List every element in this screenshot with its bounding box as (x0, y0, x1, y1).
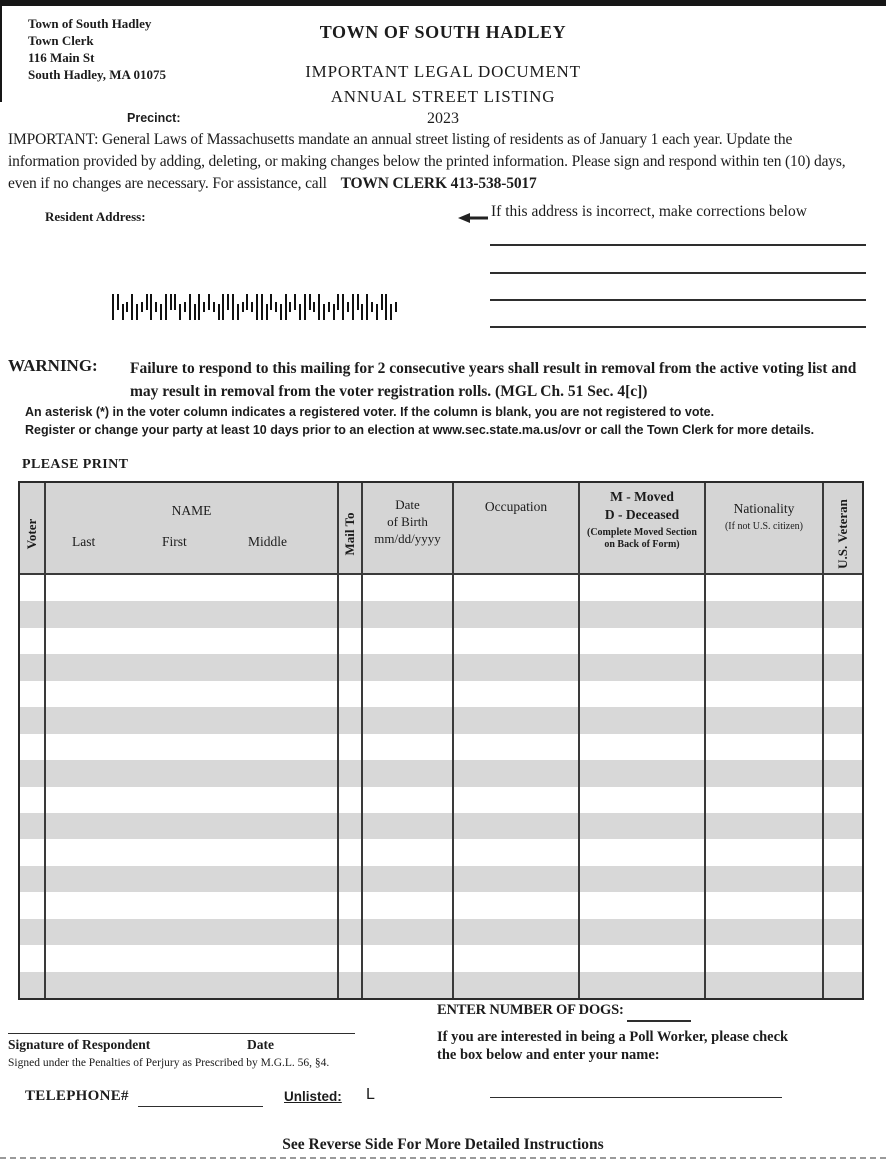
table-cell[interactable] (580, 707, 706, 733)
form-subtitle-legal: IMPORTANT LEGAL DOCUMENT (305, 62, 581, 81)
voter-header-label: Voter (24, 519, 39, 550)
form-title: TOWN OF SOUTH HADLEY (319, 22, 567, 42)
name-first-label: First (162, 534, 187, 549)
barcode-bar (184, 302, 186, 312)
barcode-bar (126, 302, 128, 312)
table-cell[interactable] (46, 707, 339, 733)
barcode-bar (237, 304, 239, 320)
page-top-border (0, 0, 886, 6)
barcode-bar (395, 302, 397, 312)
barcode-bar (347, 302, 349, 312)
table-cell[interactable] (339, 839, 363, 865)
barcode-bar (203, 302, 205, 312)
barcode-bar (313, 302, 315, 312)
table-row (20, 892, 862, 918)
voter-asterisk-note-line1: An asterisk (*) in the voter column indicates a registered voter. If the column is blank, you are not registered to vote. (25, 405, 715, 419)
table-cell[interactable] (46, 839, 339, 865)
table-cell[interactable] (580, 813, 706, 839)
signature-label: Signature of Respondent (8, 1037, 151, 1052)
table-cell[interactable] (46, 972, 339, 998)
table-cell[interactable] (706, 654, 824, 680)
table-row (20, 654, 862, 680)
table-cell[interactable] (46, 681, 339, 707)
nationality-header-label: Nationality (733, 501, 795, 516)
barcode-bar (141, 302, 143, 312)
table-cell[interactable] (363, 681, 454, 707)
table-cell[interactable] (454, 945, 580, 971)
table-cell[interactable] (580, 601, 706, 627)
barcode-bar (270, 294, 272, 310)
footer-instructions-note: See Reverse Side For More Detailed Instructions (282, 1136, 604, 1153)
form-subtitle-listing: ANNUAL STREET LISTING (330, 87, 556, 106)
table-cell[interactable] (46, 760, 339, 786)
return-address-line: South Hadley, MA 01075 (28, 67, 166, 82)
table-cell[interactable] (580, 654, 706, 680)
barcode-bar (150, 294, 152, 320)
table-cell[interactable] (454, 628, 580, 654)
table-row (20, 707, 862, 733)
barcode-bar (304, 294, 306, 320)
barcode-bar (280, 304, 282, 320)
table-cell[interactable] (339, 866, 363, 892)
unlisted-label: Unlisted: (284, 1089, 342, 1104)
table-cell[interactable] (363, 601, 454, 627)
table-cell[interactable] (20, 654, 46, 680)
barcode-bar (165, 294, 167, 320)
table-cell[interactable] (46, 575, 339, 601)
table-cell[interactable] (20, 787, 46, 813)
status-header-line1: M - Moved (610, 489, 674, 504)
table-cell[interactable] (454, 866, 580, 892)
table-cell[interactable] (706, 734, 824, 760)
table-cell[interactable] (706, 813, 824, 839)
intelligent-mail-barcode (112, 294, 404, 320)
warning-label: WARNING: (8, 356, 98, 375)
table-cell[interactable] (580, 866, 706, 892)
table-cell[interactable] (339, 892, 363, 918)
table-cell[interactable] (454, 707, 580, 733)
barcode-bar (170, 294, 172, 310)
table-cell[interactable] (580, 734, 706, 760)
table-cell[interactable] (363, 839, 454, 865)
table-cell[interactable] (339, 681, 363, 707)
address-correction-line[interactable] (490, 326, 866, 328)
table-cell[interactable] (46, 813, 339, 839)
table-cell[interactable] (706, 866, 824, 892)
table-cell[interactable] (824, 813, 862, 839)
table-cell[interactable] (824, 681, 862, 707)
table-row (20, 601, 862, 627)
table-cell[interactable] (20, 813, 46, 839)
barcode-bar (256, 294, 258, 320)
table-cell[interactable] (454, 681, 580, 707)
status-header-line4: on Back of Form) (604, 539, 680, 550)
table-row (20, 839, 862, 865)
barcode-bar (136, 304, 138, 320)
barcode-bar (131, 294, 133, 320)
status-header-line3: (Complete Moved Section (587, 527, 697, 538)
table-cell[interactable] (20, 892, 46, 918)
nationality-header-note: (If not U.S. citizen) (724, 521, 804, 532)
dogs-count-label: ENTER NUMBER OF DOGS: (437, 1002, 624, 1018)
table-row (20, 972, 862, 998)
table-cell[interactable] (706, 707, 824, 733)
table-cell[interactable] (46, 601, 339, 627)
table-cell[interactable] (20, 945, 46, 971)
table-cell[interactable] (824, 892, 862, 918)
table-row (20, 866, 862, 892)
barcode-bar (381, 294, 383, 310)
table-cell[interactable] (824, 945, 862, 971)
barcode-bar (218, 304, 220, 320)
table-cell[interactable] (706, 945, 824, 971)
dob-header-line1: Date (395, 497, 420, 512)
barcode-bar (146, 294, 148, 310)
table-cell[interactable] (339, 787, 363, 813)
barcode-bar (208, 294, 210, 310)
precinct-label: Precinct: (127, 111, 181, 125)
table-cell[interactable] (20, 734, 46, 760)
table-cell[interactable] (363, 654, 454, 680)
barcode-bar (285, 294, 287, 320)
barcode-bar (246, 294, 248, 310)
table-cell[interactable] (454, 601, 580, 627)
important-notice-text: IMPORTANT: General Laws of Massachusetts mandate an annual street listing of residents as of January 1 each year. Update the information provided by adding, deleting, or making changes below the printed information. Please sign and respond within ten (10) days, even if no changes are necessary. For assistance, call (8, 131, 846, 192)
bottom-cut-line (0, 1157, 886, 1159)
return-address-line: 116 Main St (28, 50, 95, 65)
address-correction-line[interactable] (490, 272, 866, 274)
table-cell[interactable] (46, 734, 339, 760)
table-cell[interactable] (46, 628, 339, 654)
table-cell[interactable] (20, 972, 46, 998)
barcode-bar (299, 304, 301, 320)
table-cell[interactable] (20, 866, 46, 892)
dogs-count-field[interactable] (627, 1020, 691, 1022)
table-cell[interactable] (706, 601, 824, 627)
table-cell[interactable] (46, 866, 339, 892)
table-cell[interactable] (580, 628, 706, 654)
barcode-bar (361, 304, 363, 320)
barcode-bar (323, 304, 325, 320)
address-correction-line[interactable] (490, 244, 866, 246)
table-cell[interactable] (580, 839, 706, 865)
table-cell[interactable] (339, 734, 363, 760)
table-body (20, 575, 862, 998)
column-header-us-veteran (824, 483, 862, 573)
table-cell[interactable] (339, 945, 363, 971)
table-row (20, 575, 862, 601)
barcode-bar (174, 294, 176, 310)
table-cell[interactable] (824, 839, 862, 865)
table-cell[interactable] (824, 760, 862, 786)
table-cell[interactable] (339, 919, 363, 945)
table-cell[interactable] (454, 972, 580, 998)
form-year: 2023 (427, 110, 459, 127)
please-print-label: PLEASE PRINT (22, 457, 129, 472)
table-cell[interactable] (824, 707, 862, 733)
barcode-bar (390, 304, 392, 320)
table-cell[interactable] (454, 919, 580, 945)
table-cell[interactable] (339, 575, 363, 601)
table-cell[interactable] (46, 919, 339, 945)
barcode-bar (242, 302, 244, 312)
table-cell[interactable] (824, 628, 862, 654)
barcode-bar (189, 294, 191, 320)
table-cell[interactable] (824, 787, 862, 813)
table-row (20, 813, 862, 839)
barcode-bar (289, 302, 291, 312)
table-cell[interactable] (454, 654, 580, 680)
table-cell[interactable] (454, 787, 580, 813)
resident-address-label: Resident Address: (45, 209, 146, 224)
table-cell[interactable] (46, 787, 339, 813)
table-row (20, 760, 862, 786)
barcode-bar (333, 304, 335, 320)
table-cell[interactable] (20, 601, 46, 627)
return-address-line: Town of South Hadley (28, 16, 152, 31)
table-cell[interactable] (339, 628, 363, 654)
table-row (20, 681, 862, 707)
name-last-label: Last (72, 534, 96, 549)
table-cell[interactable] (20, 575, 46, 601)
table-cell[interactable] (824, 575, 862, 601)
table-cell[interactable] (339, 813, 363, 839)
table-cell[interactable] (339, 972, 363, 998)
table-cell[interactable] (454, 839, 580, 865)
table-cell[interactable] (20, 919, 46, 945)
column-header-dob (363, 483, 454, 573)
resident-listing-table (18, 481, 864, 1000)
barcode-bar (318, 294, 320, 320)
barcode-bar (385, 294, 387, 320)
barcode-bar (366, 294, 368, 320)
table-cell[interactable] (706, 919, 824, 945)
table-cell[interactable] (363, 734, 454, 760)
poll-worker-note-line1: If you are interested in being a Poll Worker, please check (437, 1029, 789, 1045)
table-cell[interactable] (363, 866, 454, 892)
table-cell[interactable] (363, 945, 454, 971)
mail-to-header-label: Mail To (342, 512, 357, 556)
table-cell[interactable] (339, 601, 363, 627)
table-cell[interactable] (363, 760, 454, 786)
table-cell[interactable] (824, 866, 862, 892)
table-row (20, 628, 862, 654)
table-cell[interactable] (706, 787, 824, 813)
table-row (20, 919, 862, 945)
table-cell[interactable] (454, 760, 580, 786)
name-header-label: NAME (171, 503, 212, 518)
table-row (20, 787, 862, 813)
signature-field[interactable] (8, 1033, 355, 1034)
barcode-bar (352, 294, 354, 320)
barcode-bar (117, 294, 119, 310)
table-cell[interactable] (363, 787, 454, 813)
barcode-bar (227, 294, 229, 310)
barcode-bar (194, 304, 196, 320)
status-header-line2: D - Deceased (604, 507, 680, 522)
address-correction-note: If this address is incorrect, make corrections below (491, 203, 807, 220)
barcode-bar (232, 294, 234, 320)
table-cell[interactable] (580, 919, 706, 945)
table-cell[interactable] (363, 575, 454, 601)
barcode-bar (266, 304, 268, 320)
column-header-moved-deceased (580, 483, 706, 573)
barcode-bar (371, 302, 373, 312)
barcode-bar (342, 294, 344, 320)
table-cell[interactable] (363, 628, 454, 654)
table-cell[interactable] (454, 892, 580, 918)
table-cell[interactable] (46, 654, 339, 680)
table-cell[interactable] (580, 972, 706, 998)
table-cell[interactable] (363, 707, 454, 733)
voter-asterisk-note (25, 404, 814, 439)
table-cell[interactable] (824, 654, 862, 680)
table-cell[interactable] (454, 734, 580, 760)
table-cell[interactable] (339, 760, 363, 786)
table-cell[interactable] (824, 734, 862, 760)
column-header-name (46, 483, 339, 573)
table-cell[interactable] (46, 945, 339, 971)
assistance-contact: TOWN CLERK 413-538-5017 (340, 175, 537, 192)
barcode-bar (275, 302, 277, 312)
unlisted-checkbox[interactable]: L (366, 1086, 375, 1103)
table-cell[interactable] (580, 681, 706, 707)
barcode-bar (357, 294, 359, 310)
table-cell[interactable] (706, 681, 824, 707)
column-header-voter (20, 483, 46, 573)
barcode-bar (222, 294, 224, 320)
table-cell[interactable] (580, 892, 706, 918)
table-cell[interactable] (363, 813, 454, 839)
column-header-nationality (706, 483, 824, 573)
table-cell[interactable] (824, 972, 862, 998)
telephone-label: TELEPHONE# (25, 1088, 129, 1104)
barcode-bar (112, 294, 114, 320)
barcode-bar (337, 294, 339, 310)
arrow-left-icon (458, 211, 488, 229)
name-middle-label: Middle (248, 534, 287, 549)
table-cell[interactable] (824, 601, 862, 627)
barcode-bar (328, 302, 330, 312)
table-cell[interactable] (580, 787, 706, 813)
barcode-bar (160, 304, 162, 320)
barcode-bar (251, 302, 253, 312)
dob-header-line3: mm/dd/yyyy (374, 531, 441, 546)
barcode-bar (198, 294, 200, 320)
barcode-bar (309, 294, 311, 310)
table-cell[interactable] (363, 892, 454, 918)
table-cell[interactable] (363, 919, 454, 945)
table-cell[interactable] (363, 972, 454, 998)
date-label: Date (247, 1037, 274, 1052)
table-cell[interactable] (706, 628, 824, 654)
barcode-bar (122, 304, 124, 320)
table-cell[interactable] (580, 575, 706, 601)
table-cell[interactable] (824, 919, 862, 945)
return-address-line: Town Clerk (28, 33, 94, 48)
table-cell[interactable] (580, 945, 706, 971)
telephone-field[interactable] (138, 1106, 263, 1107)
table-cell[interactable] (706, 575, 824, 601)
table-cell[interactable] (580, 760, 706, 786)
barcode-bar (179, 304, 181, 320)
table-cell[interactable] (20, 681, 46, 707)
voter-asterisk-note-line2: Register or change your party at least 10 days prior to an election at www.sec.state.ma.us/ovr or call the Town Clerk for more details. (25, 422, 815, 437)
table-cell[interactable] (20, 760, 46, 786)
table-cell[interactable] (46, 892, 339, 918)
table-cell[interactable] (706, 760, 824, 786)
table-row (20, 945, 862, 971)
us-veteran-header-label: U.S. Veteran (835, 499, 850, 570)
important-notice (8, 129, 866, 195)
barcode-bar (261, 294, 263, 320)
table-cell[interactable] (706, 839, 824, 865)
table-cell[interactable] (20, 839, 46, 865)
dob-header-line2: of Birth (387, 514, 428, 529)
column-header-occupation (454, 483, 580, 573)
table-row (20, 734, 862, 760)
perjury-note: Signed under the Penalties of Perjury as Prescribed by M.G.L. 56, §4. (8, 1057, 330, 1069)
barcode-bar (376, 304, 378, 320)
table-cell[interactable] (20, 707, 46, 733)
table-cell[interactable] (706, 972, 824, 998)
barcode-bar (213, 302, 215, 312)
table-cell[interactable] (454, 813, 580, 839)
address-correction-line[interactable] (490, 299, 866, 301)
table-cell[interactable] (706, 892, 824, 918)
occupation-header-label: Occupation (484, 499, 548, 514)
poll-worker-name-field[interactable] (490, 1097, 782, 1098)
barcode-bar (294, 294, 296, 310)
table-cell[interactable] (20, 628, 46, 654)
column-header-mail-to (339, 483, 363, 573)
table-header-row (20, 483, 862, 575)
table-cell[interactable] (339, 654, 363, 680)
warning-text: Failure to respond to this mailing for 2 consecutive years shall result in removal from the active voting list and may result in removal from the voter registration rolls. (MGL Ch. 51 Sec. 4[c]) (130, 360, 857, 400)
poll-worker-note-line2: the box below and enter your name: (437, 1047, 660, 1063)
table-cell[interactable] (339, 707, 363, 733)
barcode-bar (155, 302, 157, 312)
table-cell[interactable] (454, 575, 580, 601)
